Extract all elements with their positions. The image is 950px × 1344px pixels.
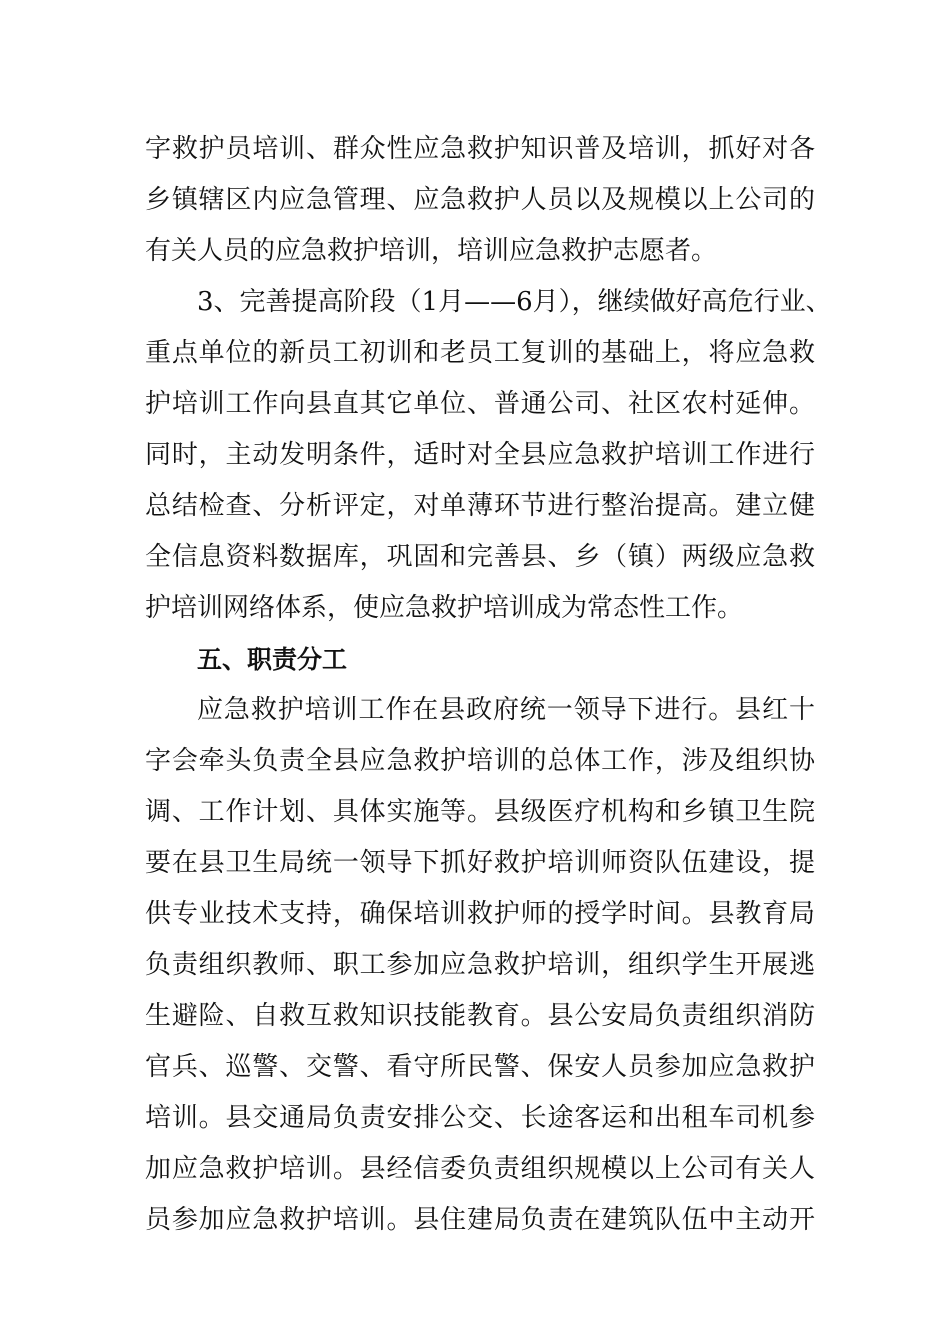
text-line: 3、完善提高阶段（1月——6月），继续做好高危行业、 [197, 287, 832, 317]
text-line: 培训。县交通局负责安排公交、长途客运和出租车司机参 [145, 1103, 815, 1133]
text-line: 应急救护培训工作在县政府统一领导下进行。县红十 [197, 695, 815, 725]
text-line: 同时，主动发明条件，适时对全县应急救护培训工作进行 [145, 440, 815, 470]
text-line: 全信息资料数据库，巩固和完善县、乡（镇）两级应急救 [145, 542, 815, 572]
text-line: 官兵、巡警、交警、看守所民警、保安人员参加应急救护 [145, 1052, 815, 1082]
text-line: 加应急救护培训。县经信委负责组织规模以上公司有关人 [145, 1154, 815, 1184]
document-body [145, 124, 832, 1246]
text-line: 调、工作计划、具体实施等。县级医疗机构和乡镇卫生院 [145, 797, 815, 827]
text-line: 供专业技术支持，确保培训救护师的授学时间。县教育局 [145, 899, 815, 929]
text-line: 要在县卫生局统一领导下抓好救护培训师资队伍建设，提 [145, 848, 815, 878]
text-line: 字救护员培训、群众性应急救护知识普及培训，抓好对各 [145, 134, 815, 164]
text-line: 护培训工作向县直其它单位、普通公司、社区农村延伸。 [145, 389, 815, 419]
text-line: 护培训网络体系，使应急救护培训成为常态性工作。 [145, 593, 744, 623]
text-line: 重点单位的新员工初训和老员工复训的基础上，将应急救 [145, 338, 815, 368]
text-line: 总结检查、分析评定，对单薄环节进行整治提高。建立健 [145, 491, 815, 521]
text-line: 负责组织教师、职工参加应急救护培训，组织学生开展逃 [145, 950, 815, 980]
text-line: 生避险、自救互救知识技能教育。县公安局负责组织消防 [145, 1001, 815, 1031]
text-line: 员参加应急救护培训。县住建局负责在建筑队伍中主动开 [145, 1205, 815, 1235]
text-line: 字会牵头负责全县应急救护培训的总体工作，涉及组织协 [145, 746, 815, 776]
section-heading: 五、职责分工 [197, 645, 348, 674]
text-line: 乡镇辖区内应急管理、应急救护人员以及规模以上公司的 [145, 185, 815, 215]
text-line: 有关人员的应急救护培训，培训应急救护志愿者。 [145, 236, 718, 266]
